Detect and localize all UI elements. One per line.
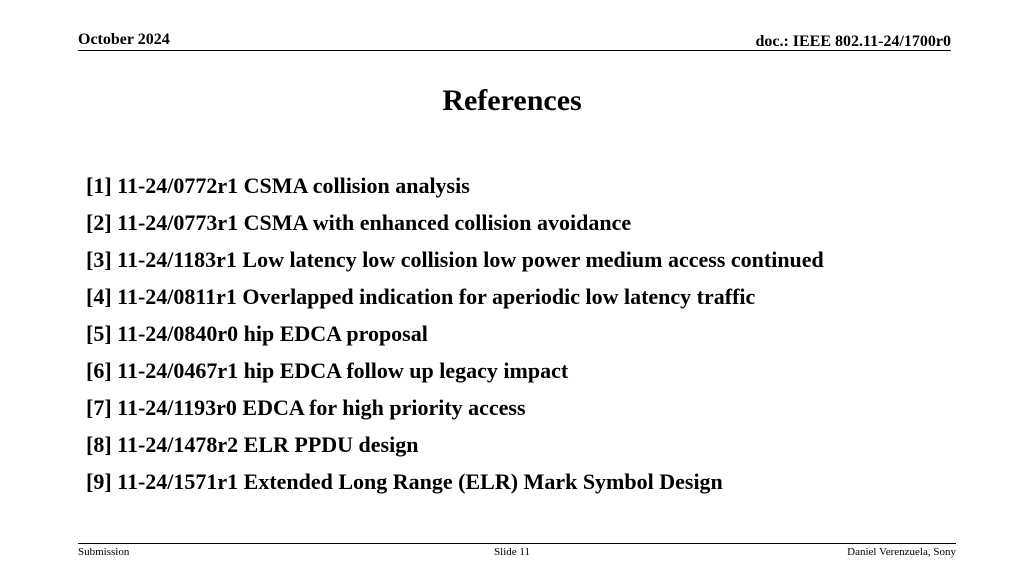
reference-item-8: [8] 11-24/1478r2 ELR PPDU design	[86, 432, 419, 457]
reference-item-6: [6] 11-24/0467r1 hip EDCA follow up legacy impact	[86, 358, 569, 383]
reference-item-4: [4] 11-24/0811r1 Overlapped indication for aperiodic low latency traffic	[86, 284, 756, 309]
reference-item-2: [2] 11-24/0773r1 CSMA with enhanced collision avoidance	[86, 210, 632, 235]
footer-submission: Submission	[78, 546, 130, 558]
header-date: October 2024	[78, 31, 170, 48]
header-divider	[78, 50, 951, 51]
slide-title: References	[442, 84, 582, 117]
header-doc-id: doc.: IEEE 802.11-24/1700r0	[755, 33, 951, 50]
reference-item-1: [1] 11-24/0772r1 CSMA collision analysis	[86, 173, 470, 198]
reference-item-3: [3] 11-24/1183r1 Low latency low collision low power medium access continued	[86, 247, 824, 272]
reference-item-9: [9] 11-24/1571r1 Extended Long Range (ELR) Mark Symbol Design	[86, 469, 723, 494]
footer-author: Daniel Verenzuela, Sony	[847, 546, 956, 558]
reference-item-7: [7] 11-24/1193r0 EDCA for high priority access	[86, 395, 526, 420]
footer-divider	[78, 543, 956, 544]
reference-item-5: [5] 11-24/0840r0 hip EDCA proposal	[86, 321, 428, 346]
footer-slide-number: Slide 11	[494, 546, 530, 558]
references-list	[86, 170, 886, 503]
